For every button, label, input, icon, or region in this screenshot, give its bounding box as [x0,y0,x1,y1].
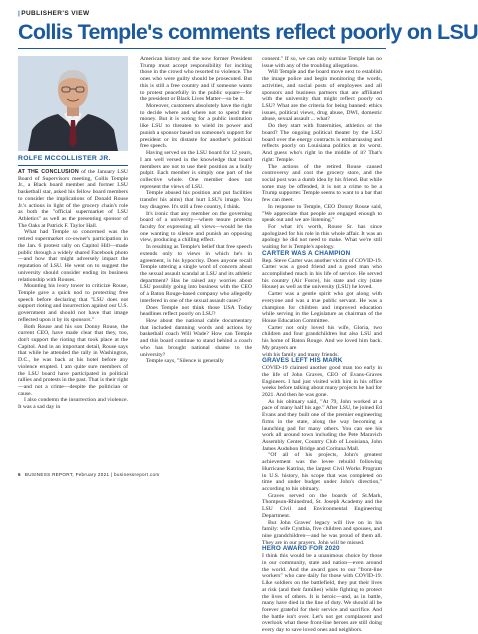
section-label: |PUBLISHER'S VIEW [18,10,90,17]
page-footer [18,472,159,477]
paragraph: Do they start with fraternities, athletics or the board? The ongoing political theater by the LSU board over the energy contracts is embarrassing and reflects poorly on Louisiana politics at its worst. And guess who's right in the middle of it? That's right: Temple. [262,123,382,163]
lead-in: AT THE CONCLUSION [18,169,79,175]
paragraph: Carter not only loved his wife, Gloria, two children and four grandchildren but also LSU and his home of Baton Rouge. And we loved him back. My prayers are [262,324,382,351]
paragraph: Mounting his ivory tower to criticize Rouse, Temple gave a quick nod to protecting free speech before declaring that "LSU does not support rioting and insurrection against our U.S. government and should not have that image reflected upon it by its sponsors." [18,283,128,323]
footer-text: BUSINESS REPORT, February 2021 | businessreport.com [24,472,160,477]
article-column-2 [140,56,252,365]
paragraph: Temple abused his position and put facilities transfer his aims) that hurt LSU's image. You buy disagree. It's still a free country, I think. [140,190,252,210]
paragraph: In resulting as Temple's belief that free speech extends only to views in which he's in agreement, is his hypocrisy. Does anyone recall Temple uttering a single word of concern about the sexual assault scandal at LSU and its athletic department? Has he raised any worries about LSU possibly going into business with the CEO of a Baton Rouge-based company who allegedly interfered in one of the sexual assault cases? [140,244,252,304]
paragraph: Having served on the LSU board for 12 years, I am well versed in the knowledge that board members are not to use their position as a bully pulpit. Each member is simply one part of the collective whole. One member does not represent the views of LSU. [140,150,252,190]
paragraph: consent." If so, we can only surmise Temple has no issue with any of the troubling allegations. [262,56,382,69]
subhead: CARTER WAS A CHAMPION [262,249,351,257]
section-marker-icon: | [18,10,21,17]
paragraph: I think this would be a unanimous choice by those in our community, state and nation—even around the world. And the award goes to our "front-line workers" who care daily for those with COVID-19. Like soldiers on the battlefield, they put their lives at risk (and their families) while fighting to protect the lives of others. It is heroic—and, as in battle, many have died in the line of duty. We should all be forever grateful for their service and sacrifice. And the battle isn't over. Let's not get complacent and overlook what these front-line heroes are still doing every day to save loved ones and neighbors. [262,553,382,634]
paragraph: Carter was a gentle spirit who got along with everyone and was a true public servant. He was a champion for children and improved education while serving in the Legislature as chairman of the House Education Committee. [262,291,382,325]
paragraph: Rep. Steve Carter was another victim of COVID-19. Carter was a good friend and a good man who accomplished much in his life of service. He served his country (Air Force), his state and city (state House) as well as the university (LSU) he loved. [262,257,382,291]
article-column-1 [18,169,128,411]
headline-rule [18,48,386,49]
paragraph: Graves served on the boards of St.Mark, Thompson-Rhinedrud, St. Joseph Academy and the LSU Civil and Environmental Engineering Department. [262,492,382,519]
paragraph: How about the national cable documentary that included damning words and actions by basketball coach Will Wade? How can Temple and this board continue to stand behind a coach who has brought national shame to the university? [140,318,252,358]
paragraph: Both Rouse and his son Donny Rouse, the current CEO, have made clear that they, too, don't support the rioting that took place at the Capitol. And in an important detail, Rouse says that while he attended the rally in Washington, D.C., he was back at his hotel before any violence erupted. I am quite sure members of the LSU board have participated in political rallies and protests in the past. That is their right—and not a crime—despite the politician or cause. [18,323,128,397]
paragraph: American history and the now former President Trump must accept responsibility for inciting those in the crowd who resorted to violence. The ones who were guilty should be prosecuted. But this is still a free country and if someone wants to protest peacefully in the public square—for the president or Black Lives Matter—so be it. [140,56,252,103]
paragraph: But John Graves' legacy will live on in his family: wife Cynthia, five children and spouses, and nine grandchildren—and he was proud of them all. They are in our prayers. John will be missed. [262,519,382,546]
subhead: GRAVES LEFT HIS MARK [262,357,343,365]
page-number: 6 [18,472,21,477]
paragraph: What had Temple so concerned was the retired supermarket co-owner's participation in the Jan. 6 protest rally on Capitol Hill—made public through a widely shared Facebook photo—and how that might adversely impact the reputation of LSU. He went on to suggest the university should consider ending its business relationship with Rouses. [18,229,128,283]
headline: Collis Temple's comments reflect poorly on LSU [18,20,478,44]
paragraph: Does Temple not think those USA Today headlines reflect poorly on LSU? [140,304,252,318]
article-column-3 [262,56,382,634]
paragraph: I also condemn the insurrection and violence. It was a sad day in [18,397,128,411]
paragraph: Moreover, customers absolutely have the right to decide where and where not to spend their money. But it is wrong for a public institution like LSU to threaten to wield its power and punish a sponsor based on someone's support for president or its distaste for another's political free speech. [140,103,252,150]
paragraph: Will Temple and the board move next to establish the image police and begin monitoring the words, activities, and social posts of employees and all sponsors and business partners that are affiliated with the university that might reflect poorly on LSU? What are the criteria for being banned: ethics issues, political views, drug abuse, DWI, domestic abuse, sexual assault ... what? [262,69,382,123]
paragraph: The actions of the retired Rouse caused controversy and cost the grocery store, and the social post was a dumb idea by his friend. But while some may be offended, it is not a crime to be a Trump supporter. Temple seems to want to a bar that few can meet. [262,163,382,204]
paragraph: "Of all of his projects, John's greatest achievement was the levee rebuild following Hurricane Katrina, the largest Civil Works Program in U.S. history, his scope that was completed on time and under budget under John's direction," according to his obituary. [262,452,382,492]
paragraph: with his family and many friends. [262,351,339,358]
paragraph: AT THE CONCLUSION of the January LSU Board of Supervisors meeting, Collis Temple Jr., a Black board member and former LSU basketball star, asked his fellow board members to consider the implications of Donald Rouse Jr.'s actions in light of the grocery chain's role as both the "official supermarket of LSU Athletics" as well as the presenting sponsor of The Oaks at Patrick F. Taylor Hall. [18,169,128,229]
author-byline: ROLFE MCCOLLISTER JR. [18,155,111,162]
author-portrait-icon [18,56,128,151]
paragraph: Temple says, "Silence is generally [146,358,224,365]
paragraph: For what it's worth, Rouse Sr. has since apologized for his role in this whole affair. It was an apology he did not need to make. What we're still waiting for is Temple's apology. [262,223,382,251]
author-photo [18,56,128,151]
paragraph: COVID-19 claimed another good man too early in the life of John Graves, CEO of Evans-Graves Engineers. I had just visited with him in his office weeks before talking about many projects he had for 2021. And then he was gone. [262,365,382,398]
paragraph: As his obituary said, "At 79, John worked at a pace of many half his age." After LSU, he joined Ed Evans and they built one of the premier engineering firms in the state, along the way becoming a launching pad for many others. You can see his work all around town including the Pete Maravich Assembly Center, Country Club of Louisiana, John James Audubon Bridge and Coritana Mall. [262,398,382,452]
paragraph: In response to Temple, CEO Donny Rouse said, "We appreciate that people are engaged enough to speak out and we are listening." [262,203,382,224]
subhead: HERO AWARD FOR 2020 [262,545,340,553]
byline-rule [18,165,128,166]
paragraph: It's ironic that any member on the governing board of a university—where tenure protects faculty for expressing all views—would be the one wanting to silence and punish an opposing view, producing a chilling effect. [140,210,252,244]
